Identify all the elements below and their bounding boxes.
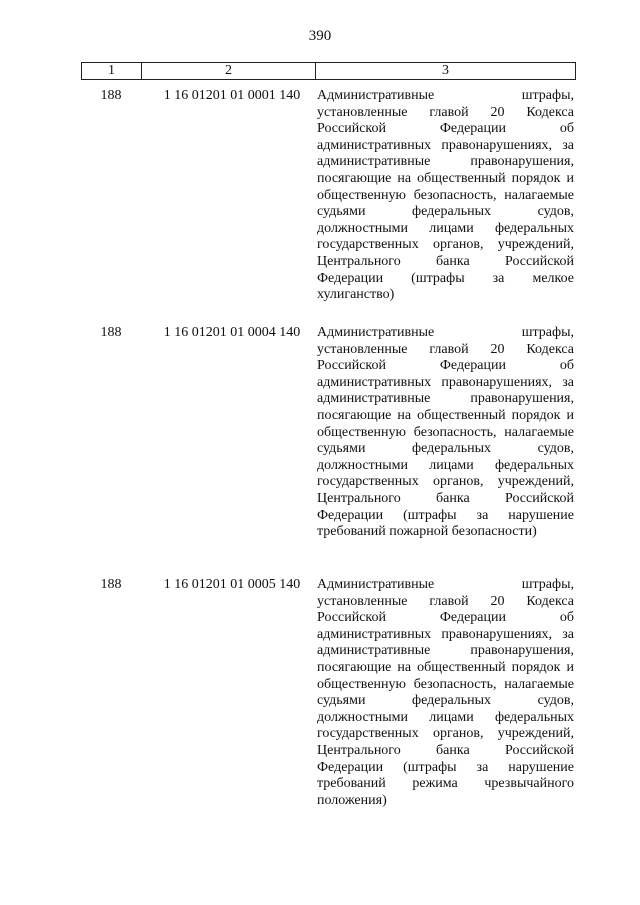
budget-code: 1 16 01201 01 0001 140 bbox=[163, 88, 301, 103]
row-description: Административные штрафы, установленные главой 20 Кодекса Российской Федерации об административных правонарушениях, за административные правонарушения, посягающие на общественный порядок и общественную безопасность, налагаемые судьями федеральных судов, должностными лицами федеральных государственных органов, учреждений, Центрального банка Российской Федерации (штрафы за нарушение требований пожарной безопасности) bbox=[317, 325, 574, 540]
row-description: Административные штрафы, установленные главой 20 Кодекса Российской Федерации об административных правонарушениях, за административные правонарушения, посягающие на общественный порядок и общественную безопасность, налагаемые судьями федеральных судов, должностными лицами федеральных государственных органов, учреждений, Центрального банка Российской Федерации (штрафы за нарушение требований режима чрезвычайного положения) bbox=[317, 577, 574, 808]
header-col-3: 3 bbox=[442, 63, 449, 78]
admin-code: 188 bbox=[100, 88, 122, 103]
admin-code: 188 bbox=[100, 577, 122, 592]
header-col-1: 1 bbox=[82, 63, 142, 79]
budget-code: 1 16 01201 01 0005 140 bbox=[163, 577, 301, 592]
budget-code: 1 16 01201 01 0004 140 bbox=[163, 325, 301, 340]
header-col-2: 2 bbox=[142, 63, 316, 79]
table-header bbox=[81, 62, 576, 80]
row-description: Административные штрафы, установленные главой 20 Кодекса Российской Федерации об административных правонарушениях, за административные правонарушения, посягающие на общественный порядок и общественную безопасность, налагаемые судьями федеральных судов, должностными лицами федеральных государственных органов, учреждений, Центрального банка Российской Федерации (штрафы за мелкое хулиганство) bbox=[317, 88, 574, 303]
admin-code: 188 bbox=[100, 325, 122, 340]
page-number: 390 bbox=[308, 28, 332, 44]
